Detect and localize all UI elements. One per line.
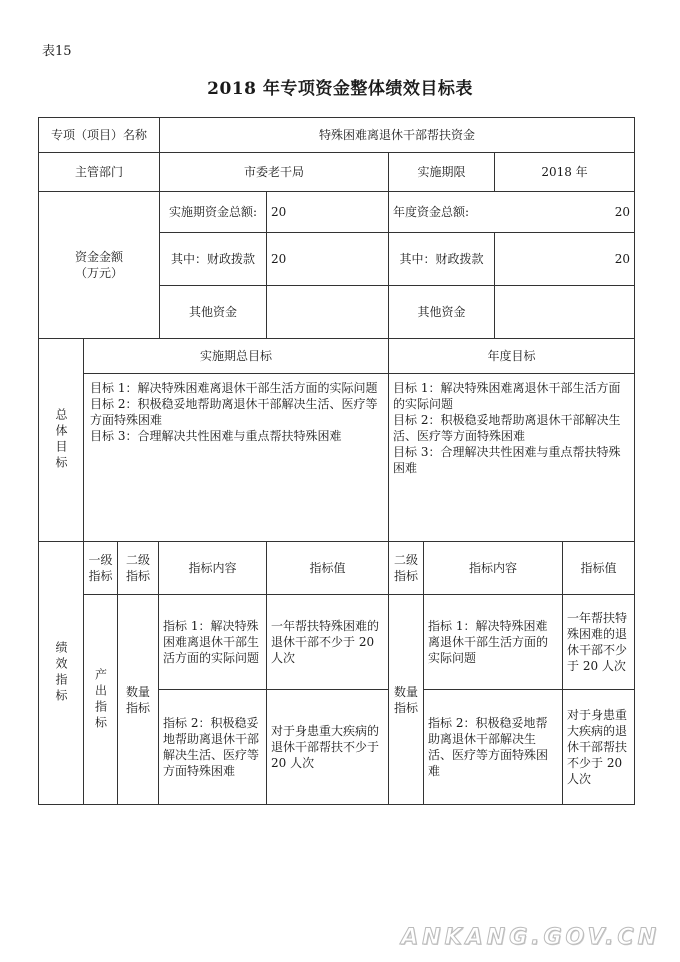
funds-fiscal-annual-value: 20 — [494, 232, 635, 286]
list-item: 目标 3：合理解决共性困难与重点帮扶特殊困难 — [393, 445, 621, 475]
indicator-content-b: 指标 1：解决特殊困难离退休干部生活方面的实际问题 — [428, 619, 549, 665]
table-number: 表15 — [42, 44, 72, 59]
quantity-indicator-b: 数量指标 — [388, 594, 424, 805]
indicator-content-b: 指标 2：积极稳妥地帮助离退休干部解决生活、医疗等方面特殊困难 — [428, 716, 549, 778]
table-row — [423, 689, 563, 805]
output-indicator: 产出指标 — [83, 594, 118, 805]
funds-other-value — [266, 285, 389, 339]
period-label: 实施期限 — [388, 152, 495, 192]
funds-fiscal-value: 20 — [266, 232, 389, 286]
indicators-label: 绩效指标 — [38, 541, 84, 805]
funds-label: 资金金额（万元） — [38, 191, 160, 339]
content-header-b: 指标内容 — [423, 541, 563, 595]
funds-annual-value: 20 — [614, 205, 630, 219]
table-row — [266, 689, 389, 805]
quantity-indicator: 数量指标 — [117, 594, 159, 805]
indicator-value: 一年帮扶特殊困难的退休干部不少于 20 人次 — [271, 619, 380, 665]
value-header-b: 指标值 — [562, 541, 635, 595]
list-item: 目标 2：积极稳妥地帮助离退休干部解决生活、医疗等方面特殊困难 — [90, 397, 378, 427]
goals-period-header: 实施期总目标 — [83, 338, 389, 374]
indicator-content: 指标 2：积极稳妥地帮助离退休干部解决生活、医疗等方面特殊困难 — [163, 716, 260, 778]
table-row — [562, 594, 635, 690]
table-row — [423, 594, 563, 690]
indicator-value-b: 对于身患重大疾病的退休干部帮扶不少于 20 人次 — [567, 708, 628, 786]
level1-header: 一级指标 — [83, 541, 118, 595]
funds-other-label: 其他资金 — [159, 285, 267, 339]
dept-value: 市委老干局 — [159, 152, 389, 192]
funds-other-annual-value — [494, 285, 635, 339]
funds-fiscal-annual-label: 其中：财政拨款 — [388, 232, 495, 286]
funds-annual-cell — [388, 191, 635, 233]
watermark: ANKANG.GOV.CN — [401, 925, 660, 950]
funds-annual-label: 年度资金总额: — [393, 205, 470, 219]
page-title: 2018 年专项资金整体绩效目标表 — [207, 79, 473, 99]
content-header: 指标内容 — [158, 541, 267, 595]
table-row — [562, 689, 635, 805]
list-item: 目标 3：合理解决共性困难与重点帮扶特殊困难 — [90, 429, 342, 443]
project-name-label: 专项（项目）名称 — [38, 117, 160, 153]
table-row — [158, 689, 267, 805]
goals-annual-body — [388, 373, 635, 542]
dept-label: 主管部门 — [38, 152, 160, 192]
list-item: 目标 2：积极稳妥地帮助离退休干部解决生活、医疗等方面特殊困难 — [393, 413, 621, 443]
level2-header: 二级指标 — [117, 541, 159, 595]
level2-header-b: 二级指标 — [388, 541, 424, 595]
table-row — [266, 594, 389, 690]
indicator-content: 指标 1：解决特殊困难离退休干部生活方面的实际问题 — [163, 619, 260, 665]
period-value: 2018 年 — [494, 152, 635, 192]
indicator-value-b: 一年帮扶特殊困难的退休干部不少于 20 人次 — [567, 611, 628, 673]
funds-other-annual-label: 其他资金 — [388, 285, 495, 339]
table-row — [158, 594, 267, 690]
goals-label: 总体目标 — [38, 338, 84, 542]
funds-total-label: 实施期资金总额: — [159, 191, 267, 233]
list-item: 目标 1：解决特殊困难离退休干部生活方面的实际问题 — [393, 381, 621, 411]
funds-total-value: 20 — [266, 191, 389, 233]
goals-annual-header: 年度目标 — [388, 338, 635, 374]
indicator-value: 对于身患重大疾病的退休干部帮扶不少于 20 人次 — [271, 724, 380, 770]
value-header: 指标值 — [266, 541, 389, 595]
funds-fiscal-label: 其中：财政拨款 — [159, 232, 267, 286]
list-item: 目标 1：解决特殊困难离退休干部生活方面的实际问题 — [90, 381, 378, 395]
project-name-value: 特殊困难离退休干部帮扶资金 — [159, 117, 635, 153]
goals-period-body — [83, 373, 389, 542]
